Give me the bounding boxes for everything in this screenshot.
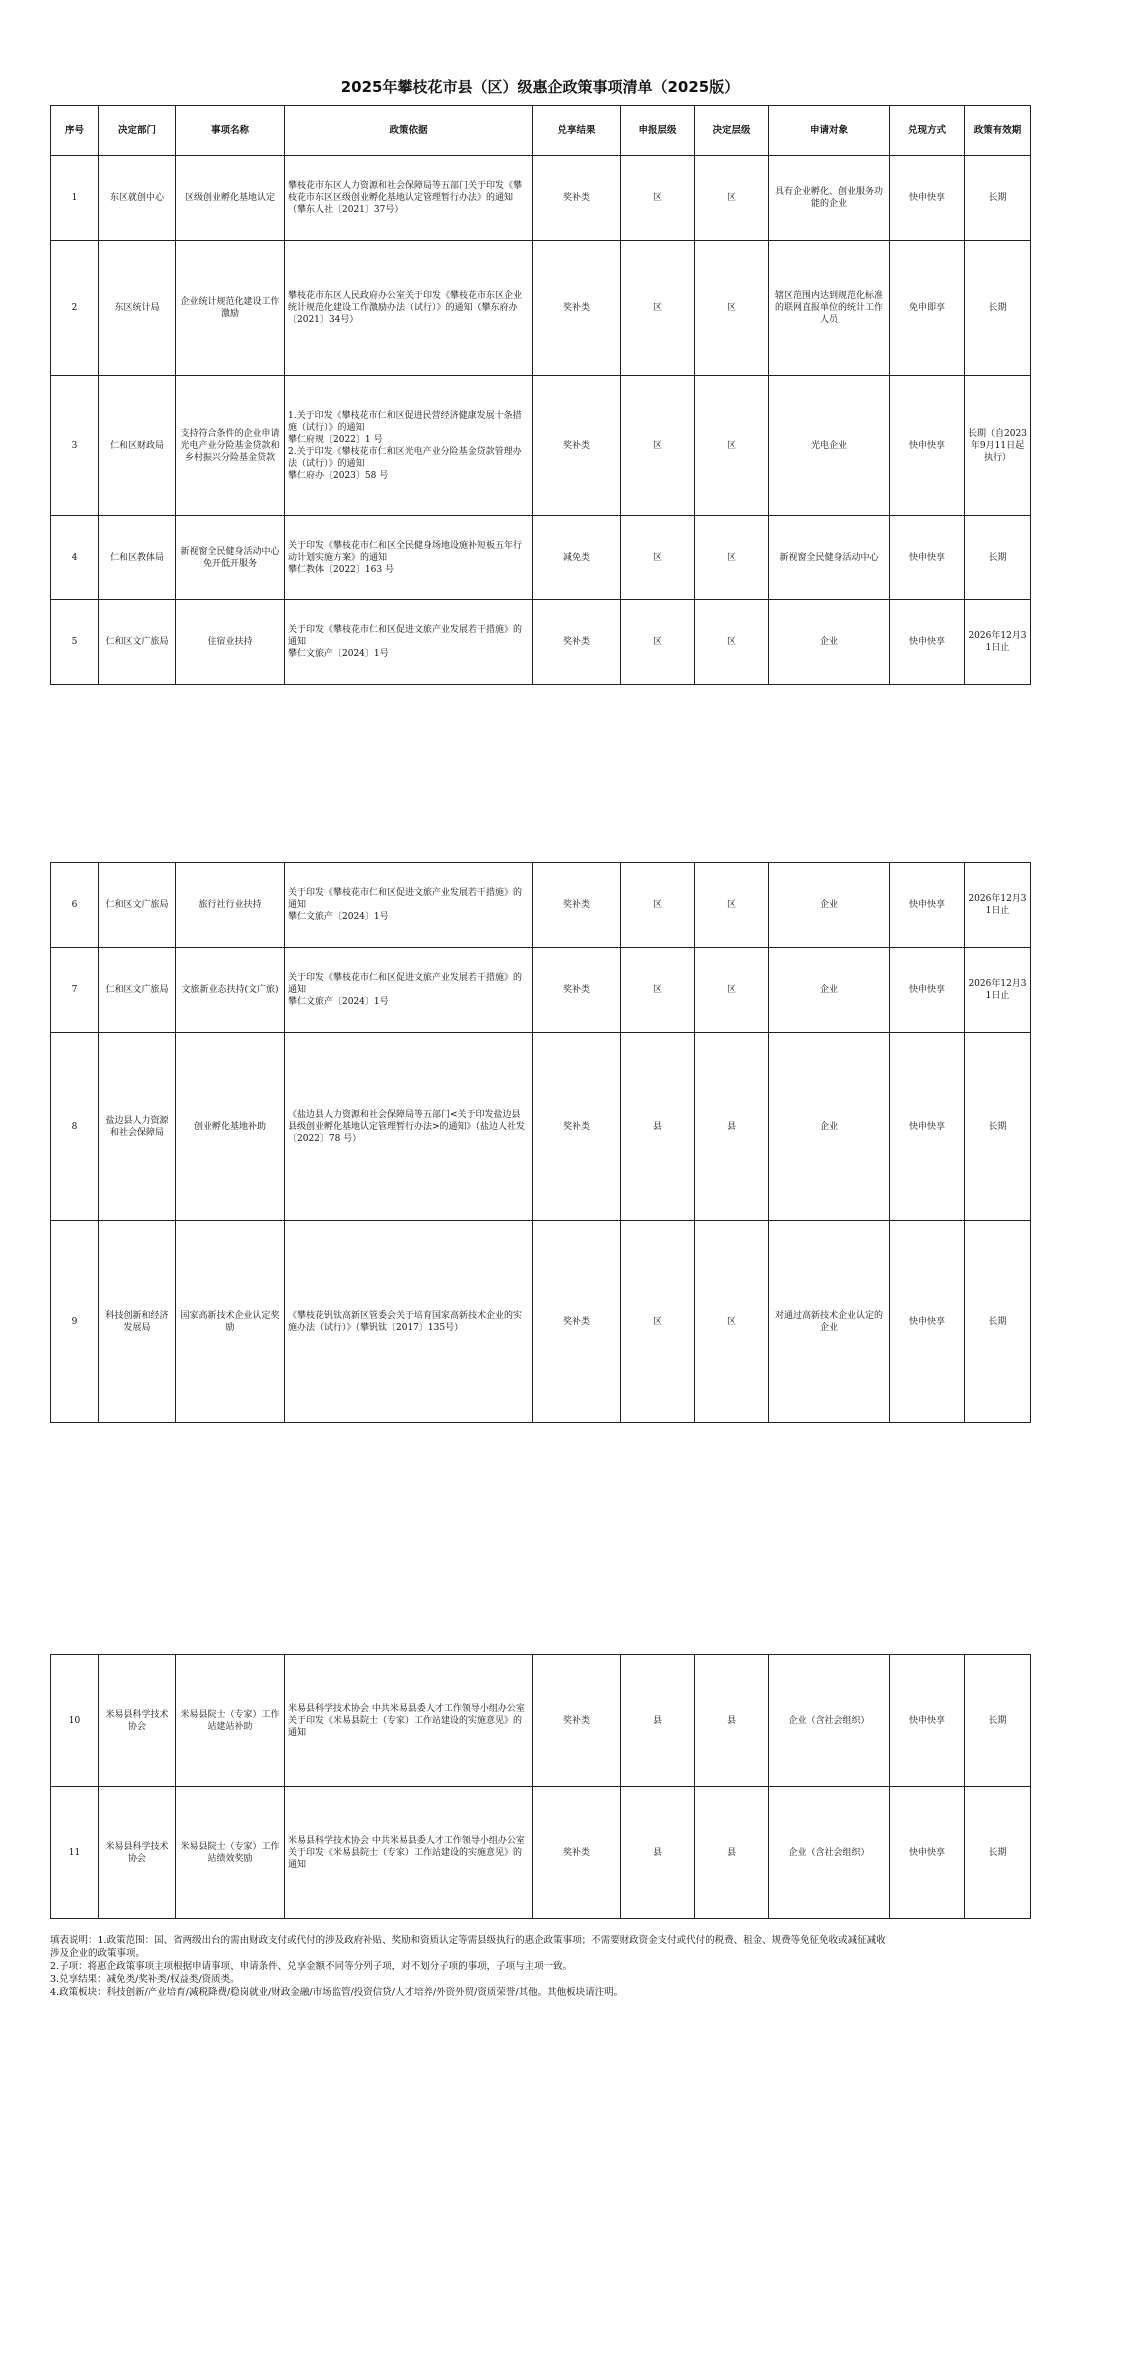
header-decide-level: 决定层级 [695, 106, 769, 156]
cell-item: 文旅新业态扶持(文广旅) [176, 948, 285, 1033]
header-method: 兑现方式 [890, 106, 965, 156]
cell-result: 奖补类 [533, 1033, 621, 1221]
cell-result: 奖补类 [533, 1787, 621, 1919]
cell-basis: 关于印发《攀枝花市仁和区全民健身场地设施补短板五年行动计划实施方案》的通知 攀仁教体〔2022〕163 号 [285, 516, 533, 600]
cell-no: 11 [51, 1787, 99, 1919]
cell-result: 奖补类 [533, 241, 621, 376]
cell-validity: 长期 [965, 1221, 1031, 1423]
cell-target: 具有企业孵化、创业服务功能的企业 [769, 156, 890, 241]
table-row [51, 1221, 1031, 1423]
header-validity: 政策有效期 [965, 106, 1031, 156]
cell-apply-level: 区 [621, 516, 695, 600]
cell-basis: 攀枝花市东区人民政府办公室关于印发《攀枝花市东区企业统计规范化建设工作激励办法（试行）》的通知（攀东府办〔2021〕34号） [285, 241, 533, 376]
cell-no: 2 [51, 241, 99, 376]
header-item: 事项名称 [176, 106, 285, 156]
cell-target: 企业 [769, 1033, 890, 1221]
table-row [51, 600, 1031, 685]
cell-dept: 东区统计局 [99, 241, 176, 376]
cell-method: 免申即享 [890, 241, 965, 376]
header-basis: 政策依据 [285, 106, 533, 156]
cell-no: 8 [51, 1033, 99, 1221]
cell-method: 快申快享 [890, 948, 965, 1033]
cell-method: 快申快享 [890, 600, 965, 685]
cell-basis: 《盐边县人力资源和社会保障局等五部门<关于印发盐边县县级创业孵化基地认定管理暂行办法>的通知》（盐边人社发〔2022〕78 号） [285, 1033, 533, 1221]
cell-method: 快申快享 [890, 1787, 965, 1919]
cell-apply-level: 区 [621, 376, 695, 516]
cell-result: 奖补类 [533, 948, 621, 1033]
cell-item: 旅行社行业扶持 [176, 863, 285, 948]
page-title: 2025年攀枝花市县（区）级惠企政策事项清单（2025版） [340, 78, 740, 96]
note-line: 4.政策板块：科技创新/产业培育/减税降费/稳岗就业/财政金融/市场监管/投资信贷/人才培养/外资外贸/资质荣誉/其他。其他板块请注明。 [50, 1987, 624, 1998]
cell-no: 10 [51, 1655, 99, 1787]
cell-apply-level: 县 [621, 1033, 695, 1221]
cell-basis: 米易县科学技术协会 中共米易县委人才工作领导小组办公室关于印发《米易县院士（专家）工作站建设的实施意见》的通知 [285, 1787, 533, 1919]
cell-basis: 关于印发《攀枝花市仁和区促进文旅产业发展若干措施》的通知 攀仁文旅产〔2024〕1号 [285, 600, 533, 685]
cell-dept: 仁和区文广旅局 [99, 948, 176, 1033]
cell-method: 快申快享 [890, 376, 965, 516]
cell-validity: 长期 [965, 516, 1031, 600]
cell-apply-level: 县 [621, 1787, 695, 1919]
policy-table-block-1 [50, 105, 1031, 685]
fill-instructions [50, 1934, 1040, 1999]
cell-decide-level: 区 [695, 156, 769, 241]
table-row [51, 1033, 1031, 1221]
cell-apply-level: 区 [621, 600, 695, 685]
cell-decide-level: 区 [695, 1221, 769, 1423]
cell-apply-level: 区 [621, 948, 695, 1033]
cell-basis: 米易县科学技术协会 中共米易县委人才工作领导小组办公室关于印发《米易县院士（专家）工作站建设的实施意见》的通知 [285, 1655, 533, 1787]
cell-validity: 长期（自2023年9月11日起执行） [965, 376, 1031, 516]
cell-result: 奖补类 [533, 376, 621, 516]
header-target: 申请对象 [769, 106, 890, 156]
cell-item: 创业孵化基地补助 [176, 1033, 285, 1221]
cell-item: 新视窗全民健身活动中心免开低开服务 [176, 516, 285, 600]
note-line: 2.子项：将惠企政策事项主项根据申请事项、申请条件、兑享金额不同等分列子项，对不划分子项的事项，子项与主项一致。 [50, 1961, 573, 1972]
cell-dept: 米易县科学技术协会 [99, 1787, 176, 1919]
cell-item: 支持符合条件的企业申请光电产业分险基金贷款和乡村振兴分险基金贷款 [176, 376, 285, 516]
cell-dept: 科技创新和经济发展局 [99, 1221, 176, 1423]
cell-target: 企业（含社会组织） [769, 1787, 890, 1919]
cell-decide-level: 区 [695, 863, 769, 948]
cell-method: 快申快享 [890, 1655, 965, 1787]
cell-decide-level: 区 [695, 600, 769, 685]
cell-apply-level: 区 [621, 156, 695, 241]
header-apply-level: 申报层级 [621, 106, 695, 156]
cell-basis: 1.关于印发《攀枝花市仁和区促进民营经济健康发展十条措施（试行）》的通知 攀仁府规〔2022〕1 号 2.关于印发《攀枝花市仁和区光电产业分险基金贷款管理办法（试行）》的通知 攀仁府办〔2023〕58 号 [285, 376, 533, 516]
cell-method: 快申快享 [890, 1033, 965, 1221]
table-row [51, 156, 1031, 241]
cell-decide-level: 区 [695, 241, 769, 376]
cell-dept: 仁和区教体局 [99, 516, 176, 600]
header-no: 序号 [51, 106, 99, 156]
cell-target: 对通过高新技术企业认定的企业 [769, 1221, 890, 1423]
cell-decide-level: 区 [695, 516, 769, 600]
cell-validity: 2026年12月31日止 [965, 863, 1031, 948]
cell-decide-level: 区 [695, 376, 769, 516]
cell-dept: 仁和区文广旅局 [99, 600, 176, 685]
cell-apply-level: 县 [621, 1655, 695, 1787]
cell-item: 住宿业扶持 [176, 600, 285, 685]
cell-decide-level: 县 [695, 1033, 769, 1221]
cell-dept: 盐边县人力资源和社会保障局 [99, 1033, 176, 1221]
cell-validity: 长期 [965, 156, 1031, 241]
cell-validity: 长期 [965, 1033, 1031, 1221]
table-header-row [51, 106, 1031, 156]
note-line: 3.兑享结果：减免类/奖补类/权益类/资质类。 [50, 1974, 240, 1985]
cell-method: 快申快享 [890, 516, 965, 600]
cell-target: 新视窗全民健身活动中心 [769, 516, 890, 600]
table-row [51, 516, 1031, 600]
cell-result: 奖补类 [533, 1221, 621, 1423]
table-row [51, 241, 1031, 376]
cell-item: 米易县院士（专家）工作站绩效奖励 [176, 1787, 285, 1919]
cell-item: 国家高新技术企业认定奖励 [176, 1221, 285, 1423]
cell-decide-level: 县 [695, 1655, 769, 1787]
cell-item: 区级创业孵化基地认定 [176, 156, 285, 241]
policy-table-block-3 [50, 1654, 1031, 1919]
cell-basis: 关于印发《攀枝花市仁和区促进文旅产业发展若干措施》的通知 攀仁文旅产〔2024〕1号 [285, 948, 533, 1033]
cell-item: 米易县院士（专家）工作站建站补助 [176, 1655, 285, 1787]
note-line: 填表说明：1.政策范围：国、省两级出台的需由财政支付或代付的涉及政府补贴、奖励和资质认定等需县级执行的惠企政策事项；不需要财政资金支付或代付的税费、租金、规费等免征免收或减征减收 [50, 1935, 886, 1946]
cell-item: 企业统计规范化建设工作激励 [176, 241, 285, 376]
cell-method: 快申快享 [890, 863, 965, 948]
table-row [51, 1787, 1031, 1919]
cell-validity: 2026年12月31日止 [965, 600, 1031, 685]
cell-result: 减免类 [533, 516, 621, 600]
cell-validity: 2026年12月31日止 [965, 948, 1031, 1033]
cell-validity: 长期 [965, 1787, 1031, 1919]
table-row [51, 376, 1031, 516]
table-row [51, 948, 1031, 1033]
cell-decide-level: 县 [695, 1787, 769, 1919]
cell-method: 快申快享 [890, 156, 965, 241]
cell-no: 3 [51, 376, 99, 516]
cell-dept: 仁和区文广旅局 [99, 863, 176, 948]
cell-dept: 仁和区财政局 [99, 376, 176, 516]
cell-apply-level: 区 [621, 1221, 695, 1423]
cell-validity: 长期 [965, 241, 1031, 376]
cell-apply-level: 区 [621, 863, 695, 948]
cell-decide-level: 区 [695, 948, 769, 1033]
cell-target: 企业 [769, 600, 890, 685]
cell-basis: 关于印发《攀枝花市仁和区促进文旅产业发展若干措施》的通知 攀仁文旅产〔2024〕1号 [285, 863, 533, 948]
cell-result: 奖补类 [533, 1655, 621, 1787]
cell-result: 奖补类 [533, 156, 621, 241]
cell-target: 光电企业 [769, 376, 890, 516]
cell-target: 企业 [769, 948, 890, 1033]
cell-target: 辖区范围内达到规范化标准的联网直报单位的统计工作人员 [769, 241, 890, 376]
cell-no: 9 [51, 1221, 99, 1423]
cell-dept: 米易县科学技术协会 [99, 1655, 176, 1787]
table-row [51, 863, 1031, 948]
cell-basis: 攀枝花市东区人力资源和社会保障局等五部门关于印发《攀枝花市东区区级创业孵化基地认定管理暂行办法》的通知（攀东人社〔2021〕37号） [285, 156, 533, 241]
cell-target: 企业 [769, 863, 890, 948]
note-line: 涉及企业的政策事项。 [50, 1948, 146, 1959]
table-row [51, 1655, 1031, 1787]
header-dept: 决定部门 [99, 106, 176, 156]
cell-result: 奖补类 [533, 600, 621, 685]
cell-dept: 东区就创中心 [99, 156, 176, 241]
cell-no: 4 [51, 516, 99, 600]
cell-no: 5 [51, 600, 99, 685]
cell-validity: 长期 [965, 1655, 1031, 1787]
cell-no: 1 [51, 156, 99, 241]
cell-no: 7 [51, 948, 99, 1033]
cell-method: 快申快享 [890, 1221, 965, 1423]
cell-target: 企业（含社会组织） [769, 1655, 890, 1787]
cell-apply-level: 区 [621, 241, 695, 376]
cell-result: 奖补类 [533, 863, 621, 948]
header-result: 兑享结果 [533, 106, 621, 156]
policy-table-block-2 [50, 862, 1031, 1423]
cell-basis: 《攀枝花钒钛高新区管委会关于培育国家高新技术企业的实施办法（试行）》（攀钒钛〔2017〕135号） [285, 1221, 533, 1423]
cell-no: 6 [51, 863, 99, 948]
